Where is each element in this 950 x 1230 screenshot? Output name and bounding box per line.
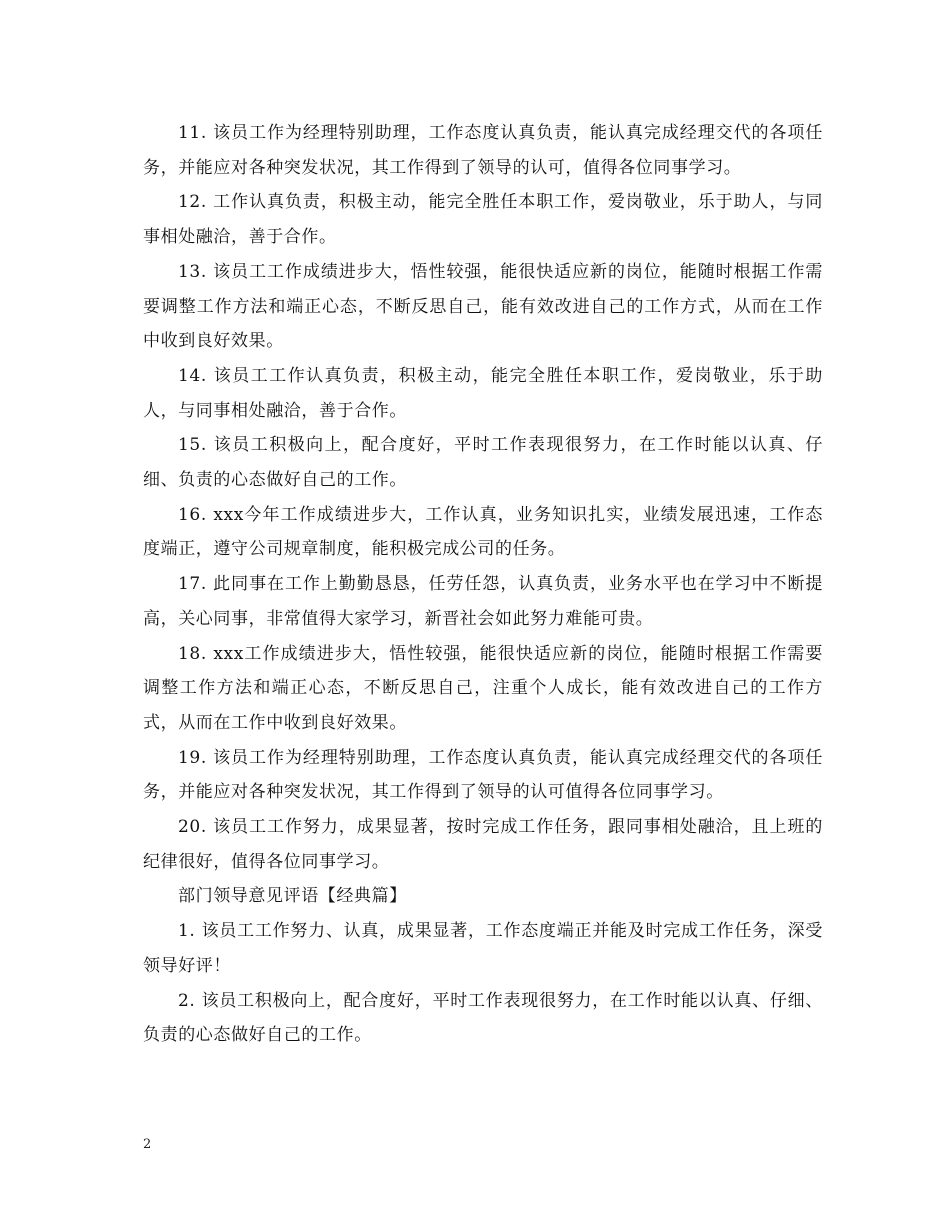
paragraph-1: 1. 该员工工作努力、认真，成果显著，工作态度端正并能及时完成工作任务，深受领导好评！ — [143, 921, 823, 976]
document-body — [143, 116, 823, 1053]
paragraph-19: 19. 该员工作为经理特别助理，工作态度认真负责，能认真完成经理交代的各项任务，并能应对各种突发状况，其工作得到了领导的认可值得各位同事学习。 — [143, 747, 823, 803]
paragraph-14: 14. 该员工工作认真负责，积极主动，能完全胜任本职工作，爱岗敬业，乐于助人，与同事相处融洽，善于合作。 — [143, 365, 823, 421]
page-number: 2 — [143, 1137, 152, 1152]
paragraph-16: 16. xxx今年工作成绩进步大，工作认真，业务知识扎实，业绩发展迅速，工作态度端正，遵守公司规章制度，能积极完成公司的任务。 — [143, 504, 823, 560]
paragraph-18: 18. xxx工作成绩进步大，悟性较强，能很快适应新的岗位，能随时根据工作需要调整工作方法和端正心态，不断反思自己，注重个人成长，能有效改进自己的工作方式，从而在工作中收到良好效果。 — [143, 643, 823, 733]
paragraph-13: 13. 该员工工作成绩进步大，悟性较强，能很快适应新的岗位，能随时根据工作需要调整工作方法和端正心态，不断反思自己，能有效改进自己的工作方式，从而在工作中收到良好效果。 — [143, 261, 823, 352]
paragraph-11: 11. 该员工作为经理特别助理，工作态度认真负责，能认真完成经理交代的各项任务，并能应对各种突发状况，其工作得到了领导的认可，值得各位同事学习。 — [143, 123, 823, 178]
section-heading: 部门领导意见评语【经典篇】 — [178, 886, 407, 907]
paragraph-12: 12. 工作认真负责，积极主动，能完全胜任本职工作，爱岗敬业，乐于助人，与同事相处融洽，善于合作。 — [143, 192, 823, 248]
paragraph-15: 15. 该员工积极向上，配合度好，平时工作表现很努力，在工作时能以认真、仔细、负责的心态做好自己的工作。 — [143, 435, 823, 491]
paragraph-20: 20. 该员工工作努力，成果显著，按时完成工作任务，跟同事相处融洽，且上班的纪律很好，值得各位同事学习。 — [143, 817, 823, 872]
paragraph-2: 2. 该员工积极向上，配合度好，平时工作表现很努力，在工作时能以认真、仔细、负责的心态做好自己的工作。 — [143, 990, 823, 1046]
paragraph-17: 17. 此同事在工作上勤勤恳恳，任劳任怨，认真负责，业务水平也在学习中不断提高，关心同事，非常值得大家学习，新晋社会如此努力难能可贵。 — [143, 574, 823, 629]
